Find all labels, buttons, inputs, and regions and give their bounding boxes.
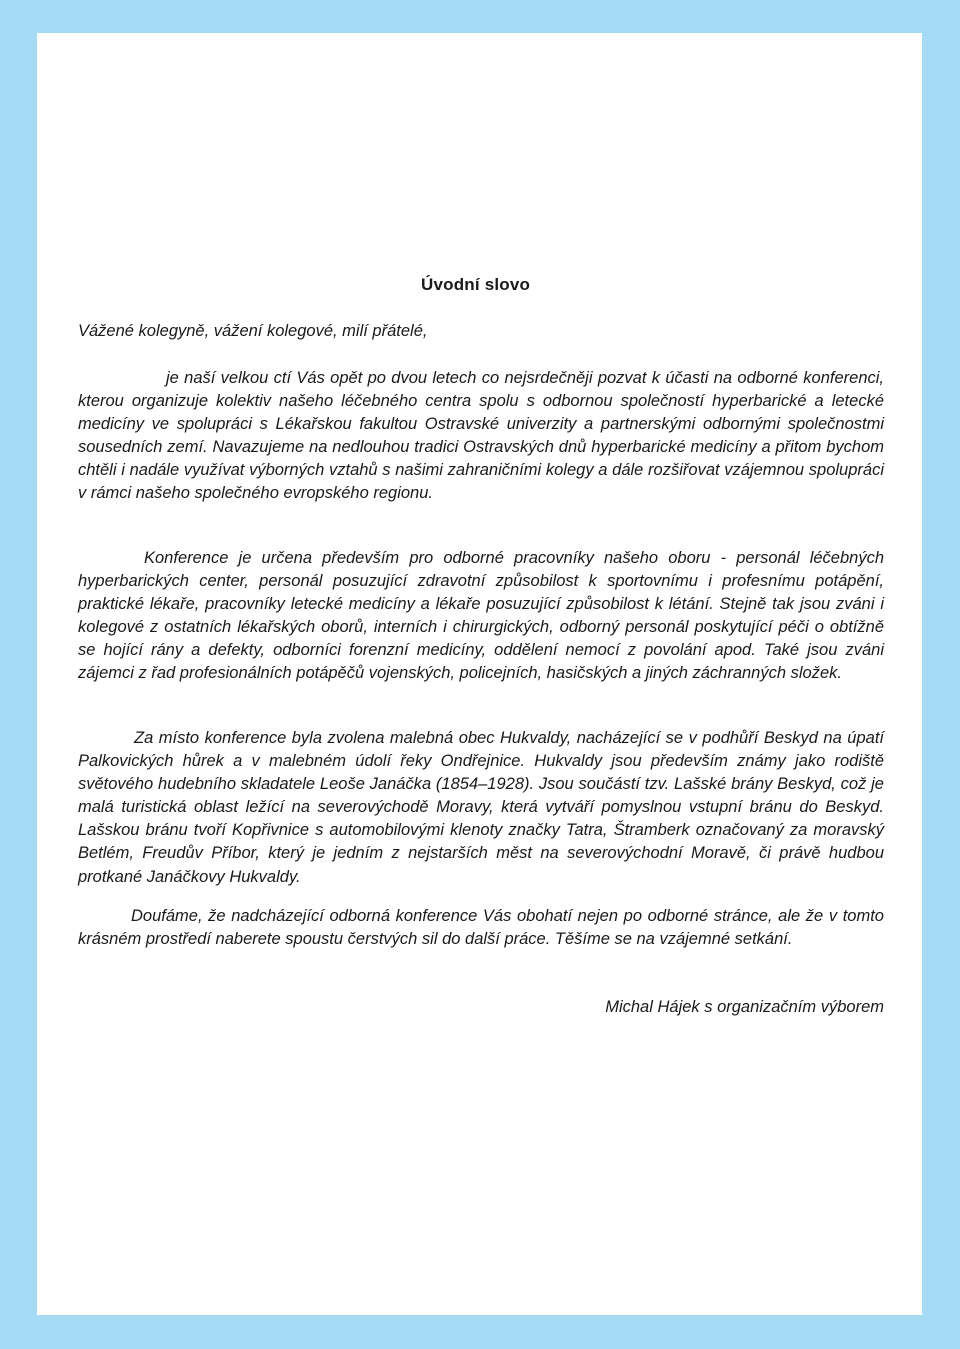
- paragraph-venue: Za místo konference byla zvolena malebná obec Hukvaldy, nacházející se v podhůří Beskyd na úpatí Palkovických hůrek a v malebném údolí řeky Ondřejnice. Hukvaldy jsou především známy jako rodiště světového hudebního skladatele Leoše Janáčka (1854–1928). Jsou součástí tzv. Lašské brány Beskyd, což je malá turistická oblast ležící na severovýchodě Moravy, která vytváří pomyslnou vstupní bránu do Beskyd. Lašskou bránu tvoří Kopřivnice s automobilovými klenoty značky Tatra, Štramberk označovaný za moravský Betlém, Freudův Příbor, který je jedním z nejstarších měst na severovýchodní Moravě, či právě hudbou protkané Janáčkovy Hukvaldy.: [78, 729, 884, 886]
- paragraph-closing: Doufáme, že nadcházející odborná konference Vás obohatí nejen po odborné stránce, ale že v tomto krásném prostředí naberete spoustu čerstvých sil do další práce. Těšíme se na vzájemné setkání.: [78, 907, 884, 949]
- signature: Michal Hájek s organizačním výborem: [605, 998, 884, 1016]
- paragraph-audience: Konference je určena především pro odborné pracovníky našeho oboru - personál léčebných hyperbarických center, personál posuzující zdravotní způsobilost k sportovnímu i profesnímu potápění, praktické lékaře, pracovníky letecké medicíny a lékaře posuzující způsobilost k létání. Stejně tak jsou zváni i kolegové z ostatních lékařských oborů, interních i chirurgických, odborný personál poskytující péči o obtížně se hojící rány a defekty, odborníci forenzní medicíny, oddělení nemocí z povolání apod. Také jsou zváni zájemci z řad profesionálních potápěčů vojenských, policejních, hasičských a jiných záchranných složek.: [78, 549, 884, 683]
- document-page: [37, 33, 922, 1315]
- paragraph-invitation: je naší velkou ctí Vás opět po dvou letech co nejsrdečněji pozvat k účasti na odborné konferenci, kterou organizuje kolektiv našeho léčebného centra spolu s odbornou společností hyperbarické a letecké medicíny ve spolupráci s Lékařskou fakultou Ostravské univerzity a partnerskými odbornými společnostmi sousedních zemí. Navazujeme na nedlouhou tradici Ostravských dnů hyperbarické medicíny a přitom bychom chtěli i nadále využívat výborných vztahů s našimi zahraničními kolegy a dále rozšiřovat vzájemnou spolupráci v rámci našeho společného evropského regionu.: [78, 369, 884, 503]
- salutation: Vážené kolegyně, vážení kolegové, milí přátelé,: [78, 322, 428, 340]
- document-title: Úvodní slovo: [421, 275, 531, 294]
